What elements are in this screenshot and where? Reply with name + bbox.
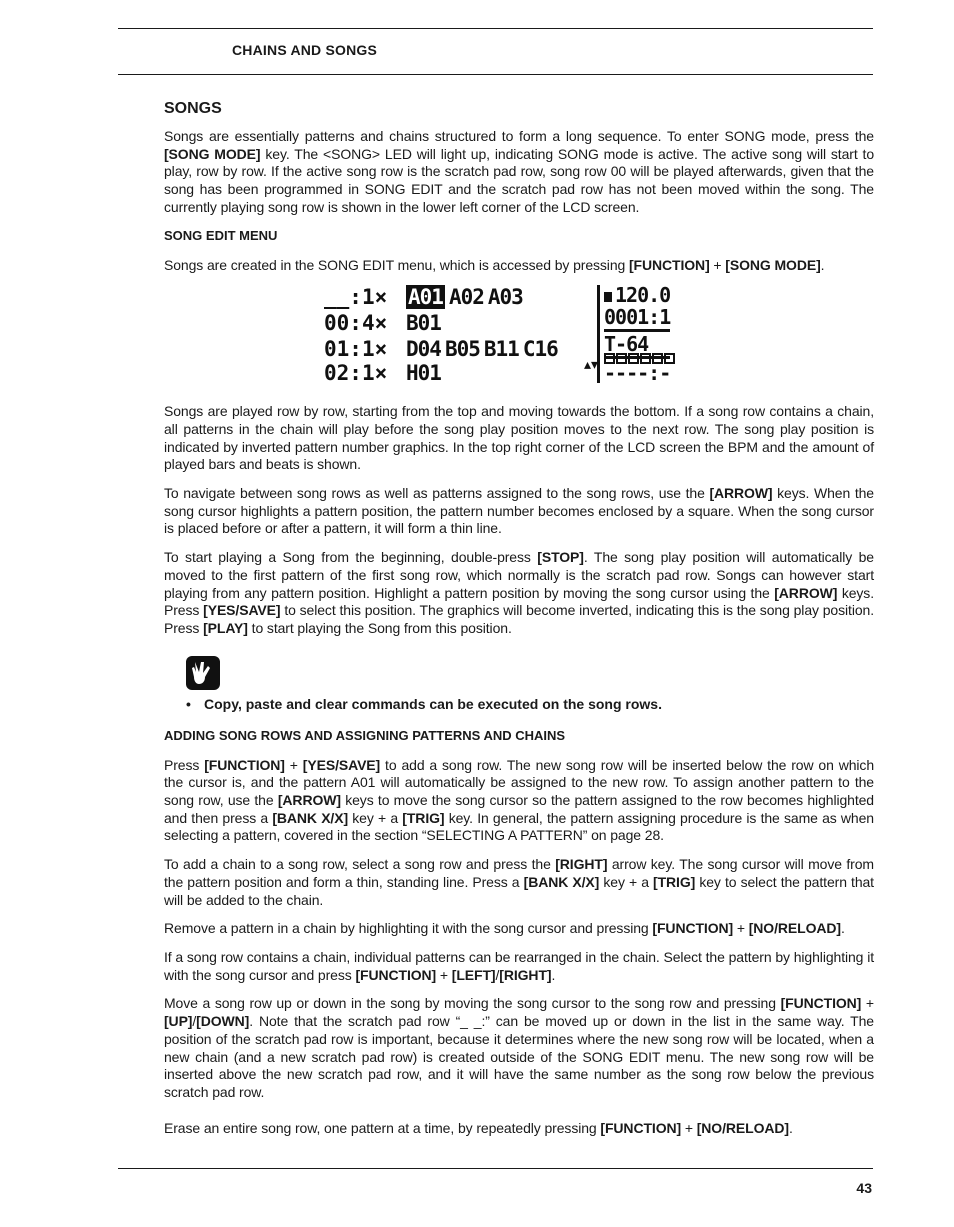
lcd-song-row (324, 285, 527, 309)
adding-rows-heading: ADDING SONG ROWS AND ASSIGNING PATTERNS AND CHAINS (164, 727, 566, 743)
top-rule (118, 28, 873, 29)
intro-paragraph: Songs are essentially patterns and chains structured to form a long sequence. To enter SONG mode, press the [SONG MODE] key. The <SONG> LED will light up, indicating SONG mode is active. The active song will start to play, row by row. If the active song row is the scratch pad row, song row 00 will be played afterwards, given that the song has been programmed in SONG EDIT and the scratch pad row has not been moved within the song. The currently playing song row is shown in the lower left corner of the LCD screen. (164, 128, 874, 215)
row-label: 00: (324, 311, 362, 336)
lcd-song-row (324, 311, 445, 335)
song-play-paragraph: Songs are played row by row, starting from the top and moving towards the bottom. If a song row contains a chain, all patterns in the chain will play before the song play position moves to the next row. The song play position is indicated by inverted pattern number graphics. In the top right corner of the LCD screen the BPM and the amount of played bars and beats is shown. (164, 403, 874, 473)
lcd-divider (597, 285, 600, 383)
header-rule (118, 74, 873, 75)
row-repeat: 4× (362, 311, 388, 336)
footer-rule (118, 1168, 873, 1169)
pattern-cell: A03 (487, 285, 523, 310)
pattern-cell: C16 (522, 337, 558, 362)
song-edit-heading: SONG EDIT MENU (164, 227, 278, 243)
lcd-song-row (324, 361, 445, 385)
row-repeat: 1× (362, 361, 388, 386)
lcd-screen (324, 285, 714, 385)
rearrange-paragraph: If a song row contains a chain, individual patterns can be rearranged in the chain. Select the pattern by highlighting it with the song cursor and press [FUNCTION] + [LEFT]/[RIGHT]. (164, 948, 874, 983)
page-number: 43 (856, 1180, 872, 1196)
running-head: CHAINS AND SONGS (232, 42, 378, 58)
lcd-bottom-readout: ----:- (604, 361, 671, 386)
note-bullet-item: • Copy, paste and clear commands can be executed on the song rows. (186, 695, 662, 712)
add-song-row-paragraph: Press [FUNCTION] + [YES/SAVE] to add a song row. The new song row will be inserted below the row on which the cursor is, and the pattern A01 will automatically be assigned to the new row. To assign another pattern to the song row, use the [ARROW] keys to move the song cursor so the pattern assigned to the row becomes highlighted and then press a [BANK X/X] key + a [TRIG] key. In general, the pattern assigning procedure is the same as when selecting a pattern, covered in the section “SELECTING A PATTERN” on page 28. (164, 756, 875, 844)
lcd-bpm: 120.0 (604, 283, 670, 307)
pattern-cell: B05 (444, 337, 480, 362)
row-label: 02: (324, 361, 362, 386)
lcd-length: T-64 (604, 329, 670, 359)
song-edit-paragraph: Songs are created in the SONG EDIT menu, which is accessed by pressing [FUNCTION] + [SONG MODE]. (164, 256, 825, 273)
erase-row-paragraph: Erase an entire song row, one pattern at a time, by repeatedly pressing [FUNCTION] + [NO/RELOAD]. (164, 1119, 793, 1136)
row-repeat: 1× (362, 285, 388, 310)
move-row-paragraph: Move a song row up or down in the song by moving the song cursor to the song row and pressing [FUNCTION] + [UP]/[DOWN]. Note that the scratch pad row “_ _:” can be moved up or down in the list in the same way. The position of the scratch pad row is important, because it determines where the new song row will be located, when a new chain (and a new scratch pad row) is created outside of the SONG EDIT menu. The new song row will be inserted above the new scratch pad row, and it will have the same number as the song row below the previous scratch pad row. (164, 995, 874, 1100)
pattern-cell: D04 (406, 337, 441, 362)
pattern-cell-playing: A01 (408, 285, 443, 310)
add-chain-paragraph: To add a chain to a song row, select a song row and press the [RIGHT] arrow key. The song cursor will move from the pattern position and form a thin, standing line. Press a [BANK X/X] key + a [TRIG] key to select the pattern that will be added to the chain. (164, 856, 874, 908)
lcd-position: 0001:1 (604, 305, 671, 330)
navigation-paragraph: To navigate between song rows as well as patterns assigned to the song rows, use the [ARROW] keys. When the song cursor highlights a pattern position, the pattern number becomes enclosed by a square. When the song cursor is placed before or after a pattern, it will form a thin line. (164, 485, 874, 537)
pattern-cell: H01 (406, 361, 441, 386)
row-label: __: (324, 285, 362, 310)
start-playing-paragraph: To start playing a Song from the beginning, double-press [STOP]. The song play position will automatically be moved to the first pattern of the first song row, which normally is the scratch pad row. Songs can however start playing from any pattern position. Highlight a pattern position by moving the song cursor using the [ARROW] keys. Press [YES/SAVE] to select this position. The graphics will become inverted, indicating this is the song play position. Press [PLAY] to start playing the Song from this position. (164, 549, 874, 636)
row-repeat: 1× (362, 337, 388, 362)
remove-pattern-paragraph: Remove a pattern in a chain by highlighting it with the song cursor and pressing [FUNCTION] + [NO/RELOAD]. (164, 920, 845, 937)
pattern-cell: A02 (448, 285, 484, 310)
hand-note-icon (186, 656, 220, 690)
section-title: SONGS (164, 100, 222, 117)
row-label: 01: (324, 337, 362, 362)
scroll-arrows-icon: ▴▾ (584, 357, 599, 374)
pattern-cell: B01 (406, 311, 441, 336)
lcd-song-row (324, 337, 562, 361)
pattern-cell: B11 (483, 337, 519, 362)
bpm-indicator-icon (604, 292, 612, 302)
page-content (164, 100, 874, 1148)
